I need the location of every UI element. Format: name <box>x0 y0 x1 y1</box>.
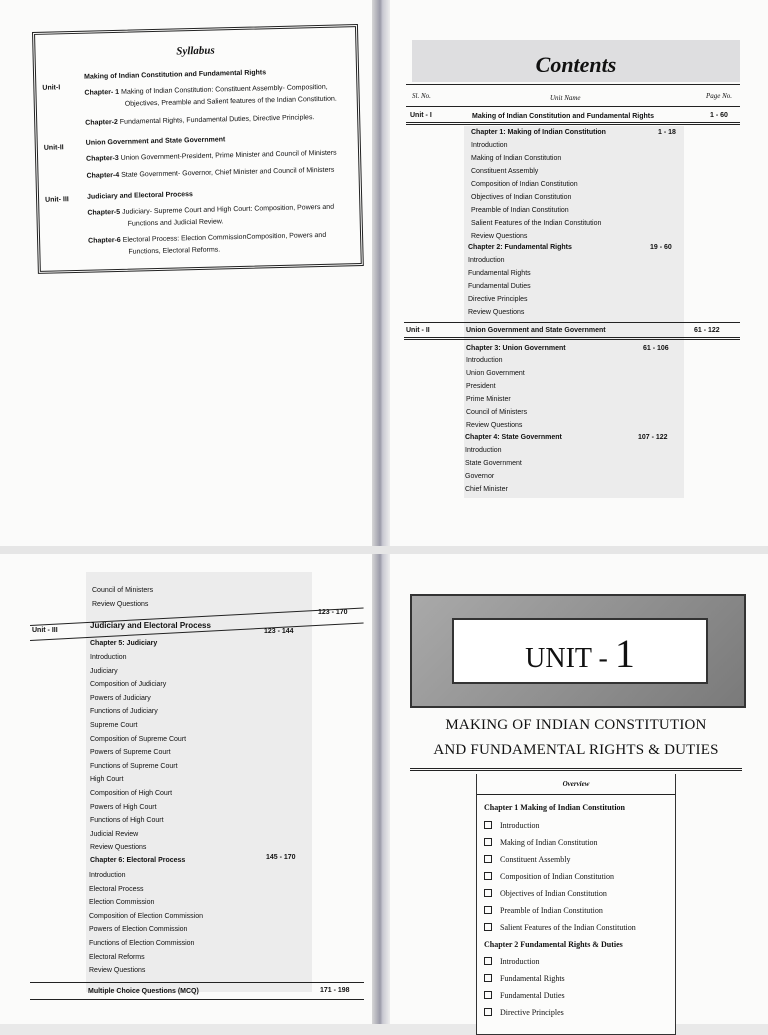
list-item <box>466 409 527 416</box>
list-item <box>465 486 508 493</box>
list-item <box>471 181 578 188</box>
rule <box>30 982 364 983</box>
list-item-text: Functions of Election Commission <box>89 940 195 947</box>
list-item <box>484 957 540 966</box>
list-item <box>484 974 565 983</box>
chapter-label: Chapter-4 <box>86 171 120 180</box>
book-spine <box>372 0 390 1024</box>
checkbox-bullet-icon <box>484 991 492 999</box>
chapter-title: Chapter 2: Fundamental Rights <box>468 244 572 251</box>
chapter-label: Chapter-5 <box>87 208 121 217</box>
list-item <box>90 804 157 811</box>
list-item <box>471 168 538 175</box>
unit-name: Making of Indian Constitution and Fundamental Rights <box>472 113 654 120</box>
list-item <box>90 817 164 824</box>
list-item-text: Powers of Election Commission <box>89 926 188 934</box>
list-item <box>89 967 145 974</box>
checkbox-bullet-icon <box>484 855 492 863</box>
header-page-no: Page No. <box>706 92 733 100</box>
list-item <box>471 194 571 201</box>
unit-banner-number: 1 <box>614 631 635 676</box>
list-item <box>468 309 524 316</box>
list-item-text: Judiciary <box>90 667 118 675</box>
list-item <box>484 1008 564 1017</box>
mcq-pages: 171 - 198 <box>320 987 350 994</box>
list-item <box>466 396 511 403</box>
list-item <box>90 736 186 743</box>
list-item <box>90 695 151 702</box>
rule <box>404 322 740 323</box>
unit-label: Unit-I <box>42 84 61 92</box>
chapter-text-cont: Functions, Electoral Reforms. <box>128 246 221 256</box>
list-item <box>471 142 508 149</box>
list-item-text: High Court <box>90 776 124 784</box>
list-item-text: Making of Indian Constitution <box>500 838 598 847</box>
list-item <box>466 383 496 390</box>
list-item <box>471 207 569 214</box>
checkbox-bullet-icon <box>484 957 492 965</box>
list-item <box>471 155 561 162</box>
chapter-entry <box>86 164 351 181</box>
checkbox-bullet-icon <box>484 872 492 880</box>
checkbox-bullet-icon <box>484 838 492 846</box>
list-item-text: Introduction <box>465 447 502 454</box>
chapter-text: Judiciary- Supreme Court and High Court: Composition, Powers and <box>121 203 335 216</box>
list-item <box>90 681 166 688</box>
chapter-pages: 107 - 122 <box>638 434 668 441</box>
chapter-text: Electoral Process: Election CommissionComposition, Powers and <box>122 231 327 244</box>
list-item <box>90 722 137 729</box>
list-item <box>90 763 178 770</box>
unit-banner-text <box>454 630 706 677</box>
list-item-text: Preamble of Indian Constitution <box>500 906 603 915</box>
unit-banner <box>410 594 746 708</box>
chapter-label: Chapter-2 <box>85 118 119 127</box>
contents-title: Contents <box>535 52 617 77</box>
list-item <box>90 844 146 851</box>
page-divider <box>0 546 768 554</box>
list-item-text: Introduction <box>471 142 508 149</box>
list-item-text: Salient Features of the Indian Constitution <box>471 220 602 227</box>
checkbox-bullet-icon <box>484 1008 492 1016</box>
list-item-text: Directive Principles <box>468 296 528 303</box>
list-item <box>90 831 138 838</box>
list-item-text: Constituent Assembly <box>500 855 571 864</box>
list-item <box>89 940 194 947</box>
unit-label: Unit - II <box>406 327 430 334</box>
list-item-text: Introduction <box>89 872 126 879</box>
list-item <box>89 886 143 893</box>
list-item-text: Objectives of Indian Constitution <box>500 889 607 898</box>
list-item-text: Review Questions <box>89 967 146 975</box>
rule <box>410 768 742 771</box>
overview-title: Overview <box>562 780 590 788</box>
list-item <box>90 790 172 797</box>
chapter-label: Chapter-6 <box>88 236 121 245</box>
list-item <box>466 370 525 377</box>
overview-chapter-title: Chapter 1 Making of Indian Constitution <box>484 803 625 812</box>
unit-title-line1: MAKING OF INDIAN CONSTITUTION <box>445 717 707 733</box>
list-item-text: President <box>466 383 496 390</box>
list-item-text: Judicial Review <box>90 830 139 838</box>
list-item-text: Making of Indian Constitution <box>471 155 562 162</box>
list-item <box>90 708 158 715</box>
chapter-text-cont: Objectives, Preamble and Salient features of the Indian Constitution. <box>124 95 337 108</box>
list-item <box>484 991 565 1000</box>
list-item-text: Review Questions <box>468 309 525 316</box>
list-item-text: Supreme Court <box>90 722 138 729</box>
syllabus-title: Syllabus <box>176 44 215 58</box>
list-item <box>89 872 126 879</box>
list-item-text: Review Questions <box>466 422 523 429</box>
checkbox-bullet-icon <box>484 889 492 897</box>
list-item-text: Governor <box>465 473 495 480</box>
list-item <box>484 838 598 847</box>
chapter-text: Making of Indian Constitution: Constituent Assembly- Composition, <box>120 83 328 96</box>
checkbox-bullet-icon <box>484 906 492 914</box>
list-item <box>92 601 148 608</box>
header-unit-name: Unit Name <box>550 94 581 102</box>
list-item <box>90 654 127 661</box>
rule <box>406 106 740 107</box>
list-item <box>471 233 527 240</box>
unit-pages: 1 - 60 <box>710 112 728 119</box>
header-sl-no: Sl. No. <box>412 92 431 100</box>
list-item <box>465 473 494 480</box>
list-item-text: Introduction <box>500 957 540 966</box>
rule <box>404 337 740 340</box>
unit-name: Making of Indian Constitution and Fundamental Rights <box>84 69 267 81</box>
list-item <box>92 587 153 594</box>
list-item <box>484 872 614 881</box>
mcq-label: Multiple Choice Questions (MCQ) <box>88 988 199 995</box>
list-item-text: Union Government <box>466 370 525 377</box>
list-item-text: Review Questions <box>92 601 149 608</box>
list-item-text: Directive Principles <box>500 1008 564 1017</box>
list-item-text: Review Questions <box>471 233 528 240</box>
list-item-text: Fundamental Duties <box>500 991 565 1000</box>
syllabus-box <box>32 24 364 274</box>
chapter-text-cont: Functions and Judicial Review. <box>127 218 224 228</box>
list-item-text: Salient Features of the Indian Constitution <box>500 923 636 932</box>
list-item-text: State Government <box>465 460 522 467</box>
banner-inner <box>452 618 708 684</box>
list-item-text: Electoral Process <box>89 885 144 893</box>
list-item-text: Composition of Judiciary <box>90 681 167 689</box>
chapter-text: Fundamental Rights, Fundamental Duties, Directive Principles. <box>119 114 315 126</box>
list-item-text: Prime Minister <box>466 396 511 403</box>
chapter-title: Chapter 1: Making of Indian Constitution <box>471 129 606 136</box>
list-item-text: Objectives of Indian Constitution <box>471 194 572 201</box>
list-item-text: Functions of Judiciary <box>90 708 158 716</box>
unit-label: Unit - I <box>410 112 432 119</box>
list-item-text: Council of Ministers <box>92 587 154 594</box>
chapter-label: Chapter- 1 <box>84 88 120 97</box>
chapter-text: Union Government-President, Prime Minister and Council of Ministers <box>120 149 337 162</box>
list-item-text: Functions of Supreme Court <box>90 762 178 770</box>
list-item-text: Introduction <box>466 357 503 364</box>
unit-label: Unit- III <box>45 196 69 204</box>
checkbox-bullet-icon <box>484 923 492 931</box>
list-item <box>468 296 528 303</box>
list-item-text: Powers of Supreme Court <box>90 749 171 757</box>
list-item <box>484 821 540 830</box>
list-item <box>89 913 203 920</box>
list-item <box>484 855 570 864</box>
list-item-text: Constituent Assembly <box>471 168 539 175</box>
list-item-text: Functions of High Court <box>90 817 164 825</box>
list-item <box>89 954 145 961</box>
chapter-pages: 123 - 144 <box>264 628 294 635</box>
list-item <box>465 460 522 467</box>
unit-pages: 61 - 122 <box>694 327 720 334</box>
list-item-text: Composition of Supreme Court <box>90 735 187 743</box>
list-item-text: Preamble of Indian Constitution <box>471 207 569 214</box>
list-item-text: Council of Ministers <box>466 409 528 416</box>
unit-name: Union Government and State Government <box>466 327 606 334</box>
rule <box>477 794 675 795</box>
list-item-text: Composition of High Court <box>90 790 173 797</box>
chapter-entry <box>86 147 351 164</box>
list-item <box>484 923 636 932</box>
checkbox-bullet-icon <box>484 821 492 829</box>
list-item <box>90 776 123 783</box>
chapter-title: Chapter 4: State Government <box>465 434 562 441</box>
list-item-text: Powers of High Court <box>90 803 157 811</box>
chapter-pages: 145 - 170 <box>266 854 296 861</box>
list-item <box>90 749 171 756</box>
list-item <box>89 899 154 906</box>
chapter-pages: 61 - 106 <box>643 345 669 352</box>
chapter-label: Chapter-3 <box>86 154 119 163</box>
list-item-text: Fundamental Duties <box>468 283 531 290</box>
list-item-text: Introduction <box>500 821 540 830</box>
list-item-text: Introduction <box>468 257 505 264</box>
list-item-text: Fundamental Rights <box>500 974 565 983</box>
list-item-text: Fundamental Rights <box>468 270 531 277</box>
list-item <box>89 926 187 933</box>
list-item <box>484 906 603 915</box>
unit-banner-prefix: UNIT - <box>525 643 615 674</box>
list-item-text: Composition of Election Commission <box>89 912 203 920</box>
list-item <box>465 447 502 454</box>
list-item-text: Introduction <box>90 654 127 661</box>
list-item <box>468 257 505 264</box>
rule <box>406 122 740 125</box>
list-item-text: Chief Minister <box>465 486 508 493</box>
chapter-pages: 19 - 60 <box>650 244 672 251</box>
chapter-text: State Government- Governor, Chief Minister and Council of Ministers <box>121 166 335 179</box>
unit-title-line2: AND FUNDAMENTAL RIGHTS & DUTIES <box>433 742 719 758</box>
list-item-text: Electoral Reforms <box>89 953 145 961</box>
unit-label: Unit - III <box>32 627 58 634</box>
list-item-text: Composition of Indian Constitution <box>471 181 578 188</box>
list-item <box>90 668 118 675</box>
list-item-text: Composition of Indian Constitution <box>500 872 615 881</box>
rule <box>30 999 364 1000</box>
list-item <box>484 889 607 898</box>
list-item-text: Powers of Judiciary <box>90 694 151 702</box>
unit-pages: 123 - 170 <box>318 609 348 616</box>
checkbox-bullet-icon <box>484 974 492 982</box>
list-item-text: Review Questions <box>90 844 147 852</box>
unit-name: Judiciary and Electoral Process <box>86 191 193 201</box>
rule <box>406 84 740 85</box>
unit-name: Union Government and State Government <box>85 136 226 147</box>
unit-name: Judiciary and Electoral Process <box>90 621 211 630</box>
chapter-title: Chapter 5: Judiciary <box>90 640 158 647</box>
list-item <box>471 220 601 227</box>
list-item <box>466 422 522 429</box>
list-item-text: Election Commission <box>89 899 155 907</box>
unit-label: Unit-II <box>43 144 64 152</box>
chapter-title: Chapter 6: Electoral Process <box>90 857 186 864</box>
overview-chapter-title: Chapter 2 Fundamental Rights & Duties <box>484 940 623 949</box>
chapter-pages: 1 - 18 <box>658 129 676 136</box>
chapter-entry <box>85 111 350 128</box>
list-item <box>468 283 531 290</box>
list-item <box>468 270 531 277</box>
chapter-title: Chapter 3: Union Government <box>466 345 566 352</box>
list-item <box>466 357 503 364</box>
